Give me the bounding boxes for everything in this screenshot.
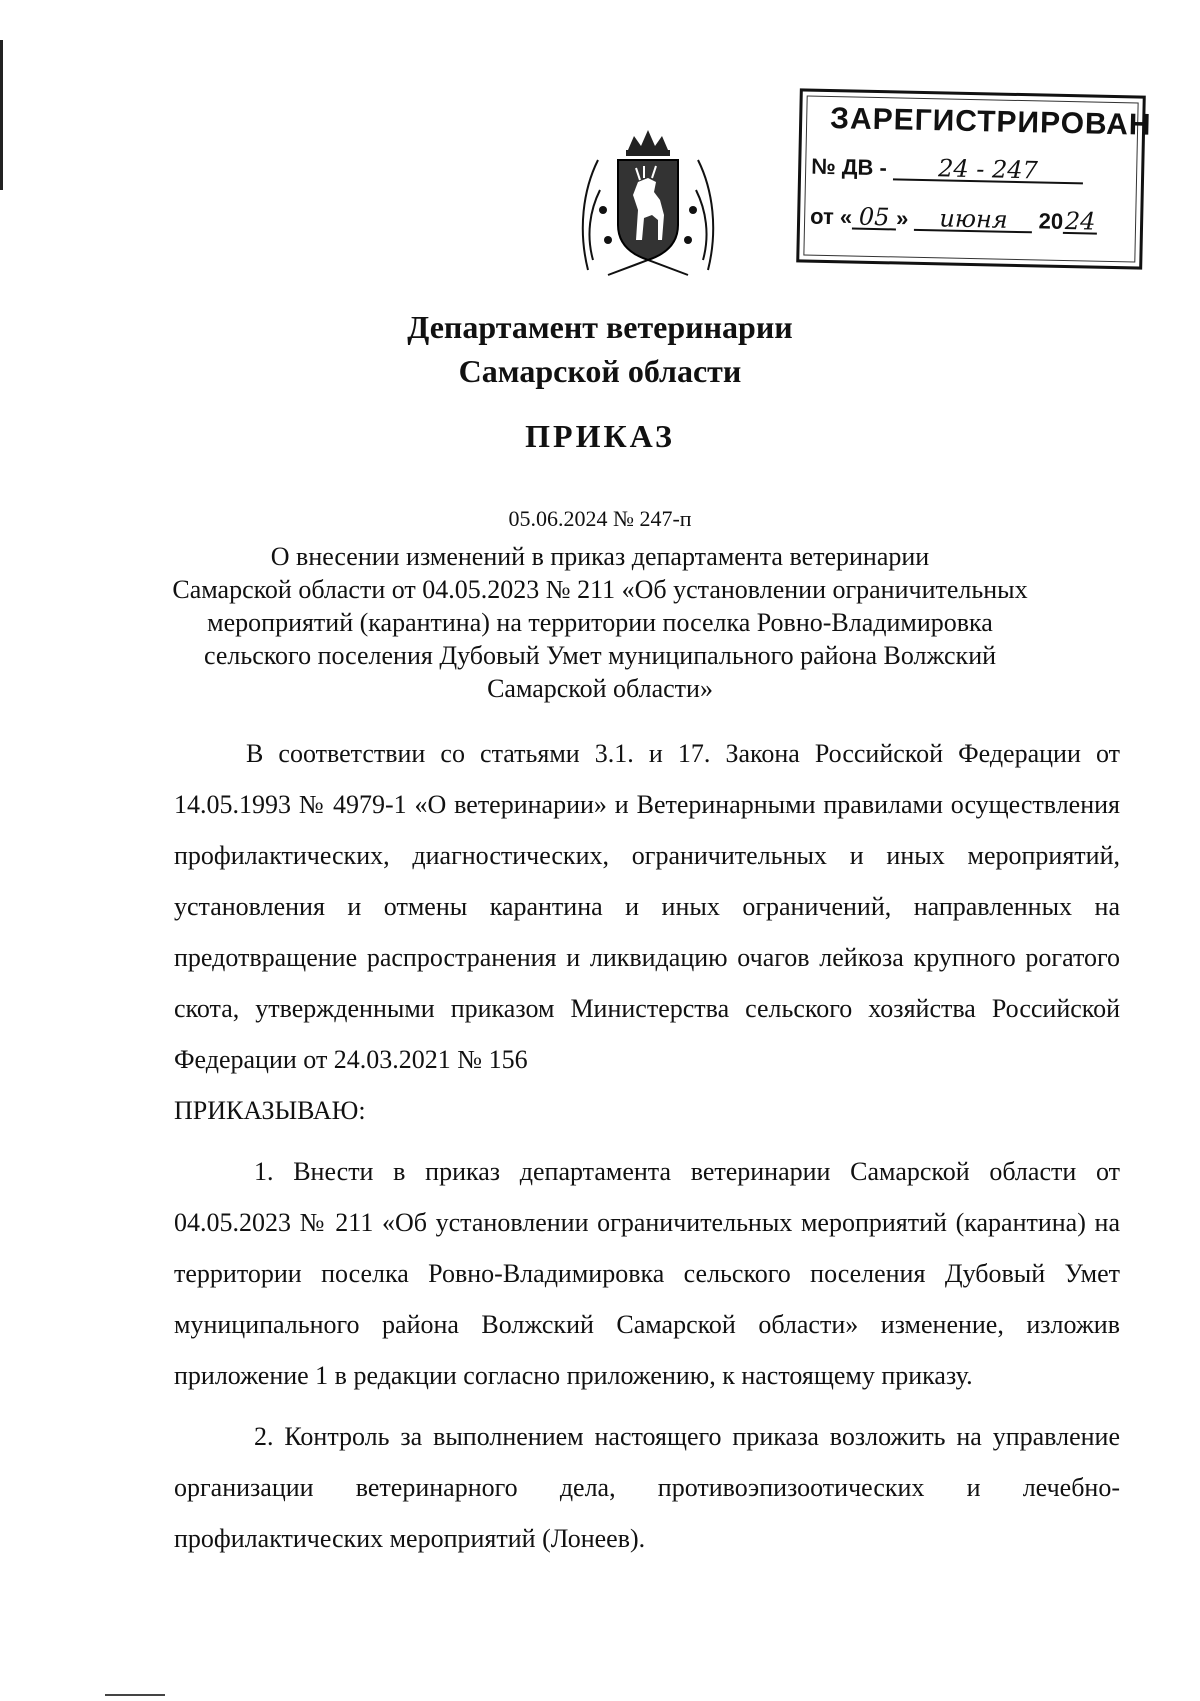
subject-line: сельского поселения Дубовый Умет муниципального района Волжский: [203, 641, 997, 670]
department-name: [0, 305, 1200, 393]
order-body: [174, 728, 1120, 1564]
order-item-1: 1. Внести в приказ департамента ветеринарии Самарской области от 04.05.2023 № 211 «Об установлении ограничительных мероприятий (карантина) на территории поселка Ровно-Владимировка сельского поселения Дубовый Умет муниципального района Волжский Самарской области» изменение, изложив приложение 1 в редакции согласно приложению, к настоящему приказу.: [174, 1157, 1120, 1390]
subject-line: Самарской области»: [487, 674, 713, 703]
stamp-title: ЗАРЕГИСТРИРОВАН: [829, 102, 1152, 142]
preamble-paragraph: В соответствии со статьями 3.1. и 17. Закона Российской Федерации от 14.05.1993 № 4979-1 «О ветеринарии» и Ветеринарными правилами осуществления профилактических, диагностических, ограничительных и иных мероприятий, установления и отмены карантина и иных ограничений, направленных на предотвращение распространения и ликвидацию очагов лейкоза крупного рогатого скота, утвержденными приказом Министерства сельского хозяйства Российской Федерации от 24.03.2021 № 156: [174, 739, 1120, 1074]
scan-edge-mark: [105, 1694, 165, 1696]
stamp-number-handwritten: 24 - 247: [893, 156, 1083, 184]
stamp-number-prefix: № ДВ -: [810, 153, 888, 181]
stamp-date-month: июня: [914, 207, 1032, 233]
order-item-2: 2. Контроль за выполнением настоящего приказа возложить на управление организации ветеринарного дела, противоэпизоотических и лечебно-профилактических мероприятий (Лонеев).: [174, 1422, 1120, 1553]
command-word: ПРИКАЗЫВАЮ:: [174, 1096, 366, 1125]
order-subject: [150, 540, 1050, 705]
subject-line: О внесении изменений в приказ департамента ветеринарии: [270, 542, 930, 571]
samara-coat-of-arms-icon: [578, 120, 718, 280]
department-name-line1: Департамент ветеринарии: [407, 309, 793, 345]
stamp-year-suffix: 24: [1064, 206, 1096, 236]
order-date-number: 05.06.2024 № 247-п: [508, 506, 692, 531]
stamp-date-day: 05: [852, 206, 896, 231]
order-title: ПРИКАЗ: [525, 418, 675, 454]
stamp-date-close: »: [895, 205, 909, 231]
subject-line: Самарской области от 04.05.2023 № 211 «Об установлении ограничительных: [172, 575, 1028, 604]
department-name-line2: Самарской области: [458, 353, 742, 389]
stamp-year-prefix: 20: [1038, 208, 1064, 234]
stamp-date-prefix: от «: [809, 203, 853, 230]
subject-line: мероприятий (карантина) на территории поселка Ровно-Владимировка: [207, 608, 993, 637]
registration-stamp: [796, 88, 1152, 269]
scan-edge-mark: [0, 40, 3, 190]
